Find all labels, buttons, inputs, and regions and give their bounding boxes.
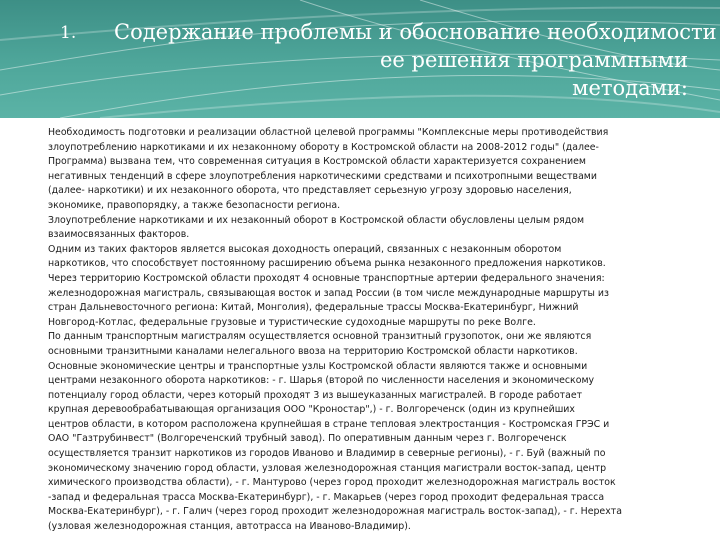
title-line-1: Содержание проблемы и обоснование необходимости	[114, 20, 717, 44]
slide-number: 1.	[60, 23, 77, 43]
slide-header	[0, 0, 720, 118]
title-line-3: методами:	[572, 76, 688, 100]
slide-body-text: Необходимость подготовки и реализации областной целевой программы "Комплексные меры противодействия злоупотреблению наркотиками и их незаконному обороту в Костромской области на 2008-2012 годы" (далее- Программа) вызвана тем, что современная ситуация в Костромской области характеризуется сохранением негативных тенденций в сфере злоупотребления наркотическими средствами и психотропными веществами (далее- наркотики) и их незаконного оборота, что представляет серьезную угрозу здоровью населения, экономике, правопорядку, а также безопасности региона. Злоупотребление наркотиками и их незаконный оборот в Костромской области обусловлены целым рядом взаимосвязанных факторов. Одним из таких факторов является высокая доходность операций, связанных с незаконным оборотом наркотиков, что способствует постоянному расширению объема рынка незаконного предложения наркотиков. Через территорию Костромской области проходят 4 основные транспортные артерии федерального значения: железнодорожная магистраль, связывающая восток и запад России (в том числе международные маршруты из стран Дальневосточного региона: Китай, Монголия), федеральные трассы Москва-Екатеринбург, Нижний Новгород-Котлас, федеральные грузовые и туристические судоходные маршруты по реке Волге. По данным транспортным магистралям осуществляется основной транзитный грузопоток, они же являются основными транзитными каналами нелегального ввоза на территорию Костромской области наркотиков. Основные экономические центры и транспортные узлы Костромской области являются также и основными центрами незаконного оборота наркотиков: - г. Шарья (второй по численности населения и экономическому потенциалу город области, через который проходят 3 из вышеуказанных магистралей. В городе работает крупная деревообрабатывающая организация ООО "Кроностар",) - г. Волгореченск (один из крупнейших центров области, в котором расположена крупнейшая в стране тепловая электростанция - Костромская ГРЭС и ОАО "Газтрубинвест" (Волгореченский трубный завод). По оперативным данным через г. Волгореченск осуществляется транзит наркотиков из городов Иваново и Владимир в северные регионы), - г. Буй (важный по экономическому значению город области, узловая железнодорожная станция магистрали восток-запад, центр химического производства области), - г. Мантурово (через город проходит железнодорожная магистраль восток -запад и федеральная трасса Москва-Екатеринбург), - г. Макарьев (через город проходит федеральная трасса Москва-Екатеринбург), - г. Галич (через город проходит железнодорожная магистраль восток-запад), - г. Нерехта (узловая железнодорожная станция, автотрасса на Иваново-Владимир).	[48, 127, 622, 533]
title-line-2: ее решения программными	[379, 48, 688, 72]
